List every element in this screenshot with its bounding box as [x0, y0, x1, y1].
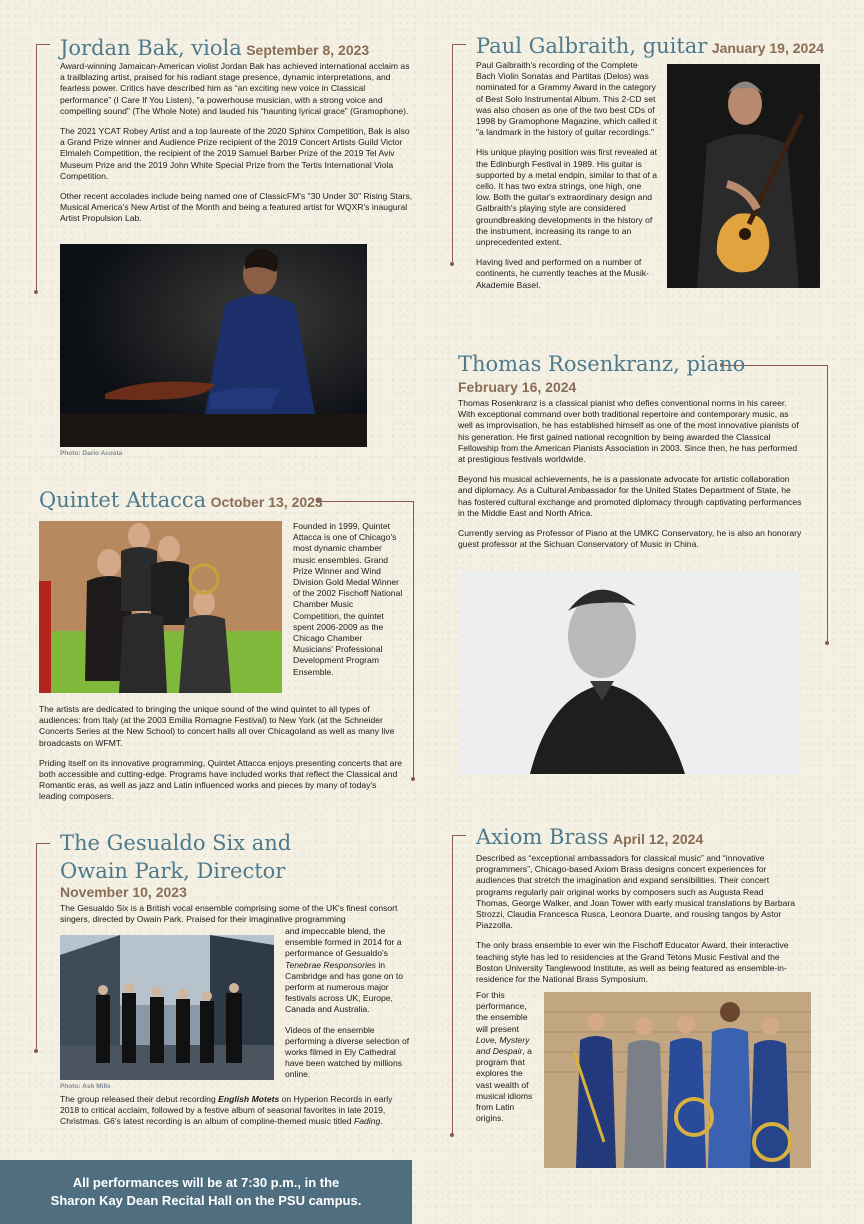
- thomas-date: February 16, 2024: [458, 379, 577, 395]
- gesualdo-photo: [60, 935, 274, 1080]
- paul-title: Paul Galbraith, guitar: [476, 34, 708, 58]
- quintet-title: Quintet Attacca: [39, 488, 207, 512]
- jordan-photo: [60, 244, 367, 447]
- gesualdo-title-line1: The Gesualdo Six and: [60, 831, 292, 855]
- jordan-photo-credit: Photo: Dario Acosta: [60, 450, 123, 457]
- axiom-side-text: [476, 990, 536, 1124]
- axiom-side-a: For this performance, the ensemble will present: [476, 990, 528, 1034]
- jordan-paragraph: The 2021 YCAT Robey Artist and a top laureate of the 2020 Sphinx Competition, Bak is also a Grand Prize winner and Audience Prize recipient of the 2019 Concert Artists Guild Victor Elmaleh Competition, the recipient of the 2019 Samuel Barber Prize of the 2019 Tel Aviv Museum Prize and the 2019 John White Special Prize from the Tertis International Viola Competition.: [60, 126, 410, 181]
- axiom-paragraph: Described as “exceptional ambassadors for classical music” and “innovative programmers”, Chicago-based Axiom Brass designs concert experiences for audiences that stretch the imagination and expand sensibilities. Their concert programs regularly pair original works by composers such as Augusta Read Thomas, George Walker, and Joan Tower with early musical translations by Barbara Strozzi, Claudia Francesca Rusca, Leonora Duarte, and rousing tangos by Astor Piazzolla.: [476, 853, 796, 931]
- thomas-photo-svg: [460, 571, 800, 774]
- gesualdo-side-text: [285, 926, 413, 1090]
- axiom-header: [476, 825, 703, 849]
- footer-line1: All performances will be at 7:30 p.m., in the: [72, 1175, 340, 1190]
- quintet-date: October 13, 2023: [210, 494, 323, 510]
- quintet-paragraph: The artists are dedicated to bringing the unique sound of the wind quintet to all types of audiences: from Italy (at the 2003 Emilia Romagne Festival) to New York (at the Schneider Concerts Series at the New School) to concert halls all over Chicagoland as well as many live broadcasts on WFMT.: [39, 704, 395, 748]
- quintet-side-text: Founded in 1999, Quintet Attacca is one of Chicago's most dynamic chamber music ensembles. Grand Prize Winner and Wind Division Gold Medal Winner of the 2002 Fischoff National Chamber Music Competition, the quintet spent 2006-2009 as the Chicago Chamber Musicians' Professional Development Program Ensemble.: [293, 521, 403, 677]
- quintet-photo-svg: [39, 521, 282, 693]
- axiom-bio: [476, 853, 796, 994]
- jordan-bio: [60, 61, 415, 234]
- paul-bio: [476, 60, 658, 300]
- gesualdo-date: November 10, 2023: [60, 884, 187, 900]
- jordan-date: September 8, 2023: [246, 42, 370, 58]
- gesualdo-bottom-b: on Hyperion Records in early 2018 to critical acclaim, followed by a festive album of seasonal favorites in late 2019, Christmas. G6's latest recording is an album of compline-themed music titled: [60, 1094, 393, 1127]
- paul-paragraph: Having lived and performed on a number of continents, he currently teaches at the Musik-Akademie Basel.: [476, 257, 649, 290]
- gesualdo-photo-credit: Photo: Ash Mills: [60, 1083, 111, 1090]
- thomas-paragraph: Beyond his musical achievements, he is a passionate advocate for artistic collaboration and diplomacy. As a Cultural Ambassador for the United States Department of State, he has fostered cultural exchange and promoted diplomacy through captivating performances in the Middle East and North Africa.: [458, 474, 802, 518]
- axiom-photo: [544, 992, 811, 1168]
- gesualdo-title: [60, 829, 291, 885]
- thomas-paragraph: Currently serving as Professor of Piano at the UMKC Conservatory, he is also an honorary guest professor at the Sichuan Conservatory of Music in China.: [458, 528, 802, 550]
- gesualdo-title-line2: Owain Park, Director: [60, 859, 286, 883]
- quintet-header: [39, 488, 323, 512]
- axiom-date: April 12, 2024: [612, 831, 704, 847]
- thomas-paragraph: Thomas Rosenkranz is a classical pianist who defies conventional norms in his career. With exceptional command over both traditional repertoire and contemporary music, as well as improvisation, he has established himself as one of the most innovative pianists of his generation. He first gained national recognition by being awarded the Classical Fellowship from the American Pianists Association in 2003. Since then, he has performed at prestigious festivals worldwide.: [458, 398, 799, 465]
- paul-paragraph: His unique playing position was first revealed at the Edinburgh Festival in 1989. His guitar is supported by a metal endpin, similar to that of a cello. It has two extra strings, one high, one low. Both the guitar's extraordinary design and Galbraith's playing style are considered groundbreaking developments in the history of the instrument, increasing its range to an unprecedented extent.: [476, 147, 658, 248]
- gesualdo-bottom-text: [60, 1094, 405, 1128]
- jordan-photo-svg: [60, 244, 367, 447]
- quintet-photo: [39, 521, 282, 693]
- gesualdo-photo-svg: [60, 935, 274, 1080]
- axiom-paragraph: The only brass ensemble to ever win the Fischoff Educator Award, their interactive teaching style has led to residencies at the Grand Tetons Music Festival and the Boston University Tanglewood Institute, as well as being featured as ensemble-in-residence for the National Brass Symposium.: [476, 940, 789, 985]
- paul-photo-svg: [667, 64, 820, 288]
- gesualdo-bottom-a: The group released their debut recording: [60, 1094, 219, 1104]
- gesualdo-side-paragraph: [285, 926, 413, 1016]
- jordan-header: [60, 36, 369, 60]
- thomas-photo: [460, 571, 800, 774]
- thomas-bio: [458, 398, 804, 559]
- footer-line2: Sharon Kay Dean Recital Hall on the PSU campus.: [50, 1193, 362, 1208]
- gesualdo-bottom-em1: English Motets: [218, 1094, 280, 1104]
- jordan-paragraph: Other recent accolades include being named one of ClassicFM's "30 Under 30" Rising Stars, Musical America's New Artist of the Month and being a featured artist for WQXR's inaugural Artist Propulsion Lab.: [60, 191, 413, 224]
- paul-header: [476, 34, 824, 58]
- gesualdo-side-1a: and impeccable blend, the ensemble formed in 2014 for a performance of Gesualdo's: [285, 926, 402, 959]
- jordan-paragraph: Award-winning Jamaican-American violist Jordan Bak has achieved international acclaim as a trailblazing artist, praised for his radiant stage presence, dynamic interpretations, and fearless power. Critics have described him as “an exciting new voice in Classical performance” (I Care If You Listen), "a powerhouse musician, with a strong voice and compelling sound" (The Whole Note) and lauded his “haunting lyrical grace” (Gramophone).: [60, 61, 410, 116]
- gesualdo-side-1b: in Cambridge and has gone on to perform at numerous major festivals across UK, Europe, Canada and Australia.: [285, 959, 404, 1015]
- paul-date: January 19, 2024: [711, 40, 824, 56]
- gesualdo-intro: The Gesualdo Six is a British vocal ensemble comprising some of the UK's finest consort singers, directed by Owain Park. Praised for their imaginative programming: [60, 903, 398, 925]
- footer-banner: [0, 1160, 412, 1224]
- gesualdo-bottom-c: .: [380, 1116, 383, 1127]
- gesualdo-bottom-em2: Fading: [353, 1116, 381, 1127]
- gesualdo-side-paragraph-2: Videos of the ensemble performing a diverse selection of works filmed in Ely Cathedral have been watched by millions online.: [285, 1024, 410, 1080]
- paul-photo: [667, 64, 820, 288]
- axiom-side-b: , a program that explores the vast wealth of musical idioms from Latin origins.: [476, 1046, 533, 1124]
- paul-paragraph: Paul Galbraith's recording of the Complete Bach Violin Sonatas and Partitas (Delos) was nominated for a Grammy Award in the category of Best Solo Instrumental Album. This 2-CD set was also chosen as one of the two best CDs of 1998 by Gramophone Magazine, which called it "a landmark in the history of guitar recordings.": [476, 60, 658, 138]
- gesualdo-side-1-em: Tenebrae Responsories: [285, 959, 376, 970]
- jordan-title: Jordan Bak, viola: [60, 36, 242, 60]
- quintet-bio: [39, 704, 405, 812]
- axiom-photo-svg: [544, 992, 811, 1168]
- axiom-side-em: Love, Mystery and Despair: [476, 1034, 530, 1057]
- thomas-title: Thomas Rosenkranz, piano: [458, 352, 746, 376]
- quintet-paragraph: Priding itself on its innovative programming, Quintet Attacca enjoys presenting concerts that are both accessible and cutting-edge. Programs have included works that reflect the Classical and Romantic eras, as well as jazz and Latin influenced works and pieces by many of today's leading composers.: [39, 757, 403, 802]
- axiom-title: Axiom Brass: [476, 825, 609, 849]
